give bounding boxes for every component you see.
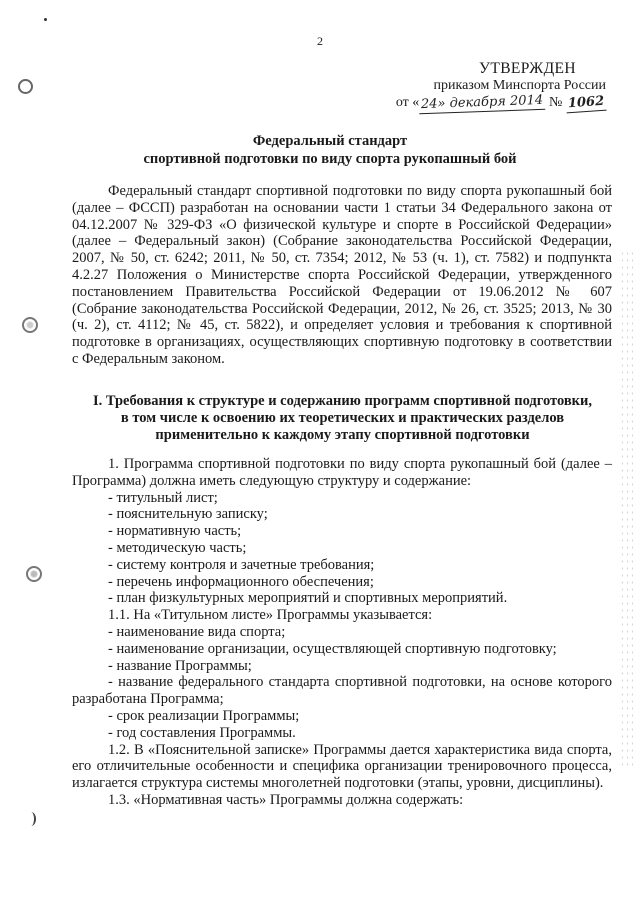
list-item: - срок реализации Программы; <box>108 707 300 724</box>
handwritten-date: 24» декабря 2014 <box>419 92 546 114</box>
section-heading-line: I. Требования к структуре и содержанию программ спортивной подготовки, <box>92 393 593 409</box>
list-item: - план физкультурных мероприятий и спортивных мероприятий. <box>108 590 508 607</box>
hole-punch-mark <box>22 317 38 333</box>
section-heading <box>70 393 615 444</box>
approval-block <box>366 60 606 112</box>
date-prefix: от « <box>395 95 420 110</box>
paragraph-1: 1. Программа спортивной подготовки по виду спорта рукопашный бой (далее – Программа) должна иметь следующую структуру и содержание: <box>72 456 612 489</box>
paragraph-1-3: 1.3. «Нормативная часть» Программы должна содержать: <box>108 791 464 808</box>
list-item: - год составления Программы. <box>108 724 296 741</box>
list-item: - методическую часть; <box>108 539 247 556</box>
list-item: - наименование вида спорта; <box>108 623 286 640</box>
document-title <box>60 132 600 168</box>
list-item: - перечень информационного обеспечения; <box>108 573 374 590</box>
order-date-line <box>366 94 606 112</box>
section-body <box>72 456 612 809</box>
approved-label: УТВЕРЖДЕН <box>478 60 576 77</box>
hole-punch-mark <box>18 79 33 94</box>
list-item: - нормативную часть; <box>108 523 242 540</box>
title-line: Федеральный стандарт <box>252 133 408 149</box>
list-item: - название федерального стандарта спортивной подготовки, на основе которого разработана Программа; <box>72 674 612 708</box>
list-item: - название Программы; <box>108 657 252 674</box>
list-item: - пояснительную записку; <box>108 506 268 523</box>
number-prefix: № <box>548 95 563 110</box>
section-heading-line: применительно к каждому этапу спортивной подготовки <box>155 427 530 443</box>
order-by-text: приказом Минспорта России <box>433 78 606 93</box>
intro-paragraph: Федеральный стандарт спортивной подготовки по виду спорта рукопашный бой (далее – ФССП) разработан на основании части 1 статьи 34 Федерального закона от 04.12.2007 № 329-ФЗ «О физической культуре и спорте в Российской Федерации» (далее – Федеральный закон) (Собрание законодательства Российской Федерации, 2007, № 50, ст. 6242; 2011, № 50, ст. 7354; 2012, № 53 (ч. 1), ст. 7582) и подпункта 4.2.27 Положения о Министерстве спорта Российской Федерации, утвержденного постановлением Правительства Российской Федерации от 19.06.2012 № 607 (Собрание законодательства Российской Федерации, 2012, № 26, ст. 3525; 2013, № 30 (ч. 2), ст. 4112; № 45, ст. 5822), и определяет условия и требования к спортивной подготовке в организациях, осуществляющих спортивную подготовку в соответствии с Федеральным законом. <box>72 183 612 367</box>
title-line: спортивной подготовки по виду спорта рукопашный бой <box>143 151 517 167</box>
list-item: - титульный лист; <box>108 489 218 506</box>
hole-punch-mark <box>26 566 42 582</box>
structure-list <box>72 490 612 608</box>
page-number: 2 <box>317 34 323 48</box>
hole-punch-mark <box>26 812 36 826</box>
title-page-list <box>72 624 612 742</box>
handwritten-order-number: 1062 <box>565 93 606 114</box>
scan-noise <box>620 250 634 770</box>
section-heading-line: в том числе к освоению их теоретических и практических разделов <box>120 410 565 426</box>
scan-speck <box>44 18 47 21</box>
paragraph-1-1: 1.1. На «Титульном листе» Программы указывается: <box>108 607 433 624</box>
list-item: - систему контроля и зачетные требования; <box>108 556 375 573</box>
list-item: - наименование организации, осуществляющей спортивную подготовку; <box>108 640 557 657</box>
paragraph-1-2: 1.2. В «Пояснительной записке» Программы дается характеристика вида спорта, его отличительные особенности и специфика организации тренировочного процесса, излагается структура системы многолетней подготовки (этапы, уровни, дисциплины). <box>72 741 612 792</box>
